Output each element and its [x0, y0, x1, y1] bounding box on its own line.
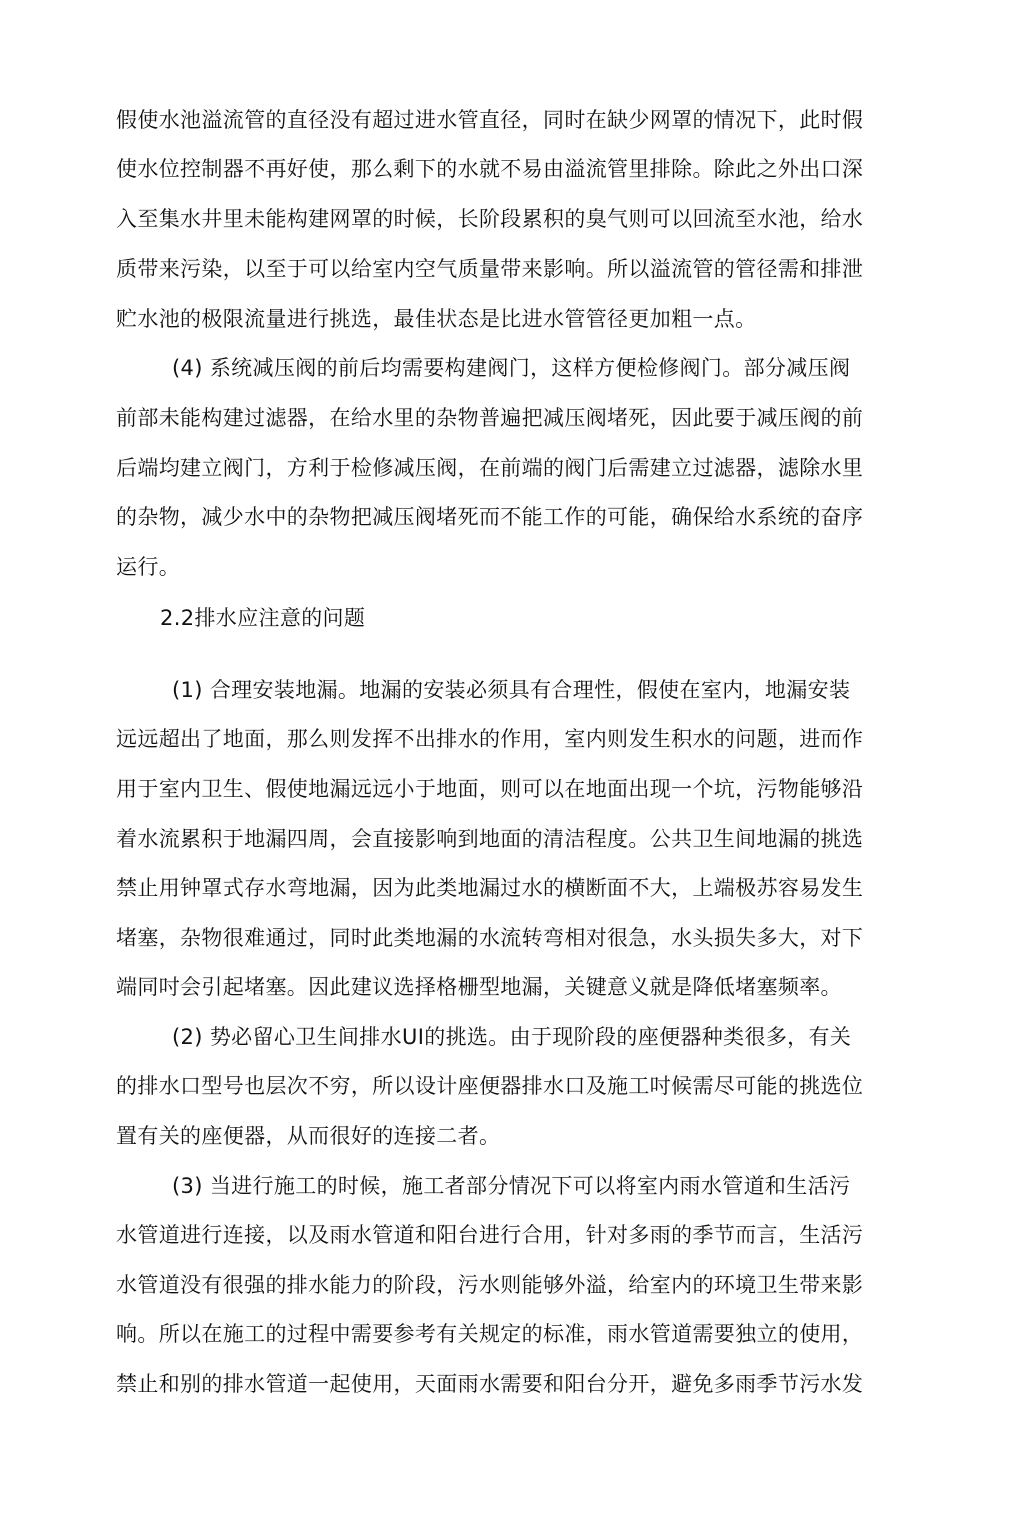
text-line: 运行。 [116, 555, 181, 579]
text-line: 响。所以在施工的过程中需要参考有关规定的标准，雨水管道需要独立的使用， [116, 1322, 864, 1346]
paragraph-3-first-line: (3) 当进行施工的时候，施工者部分情况下可以将室内雨水管道和生活污 [172, 1174, 851, 1198]
text-line: 水管道没有很强的排水能力的阶段，污水则能够外溢，给室内的环境卫生带来影 [116, 1273, 864, 1297]
text-line: 假使水池溢流管的直径没有超过进水管直径，同时在缺少网罩的情况下，此时假 [116, 108, 864, 132]
text-line: 使水位控制器不再好使，那么剩下的水就不易由溢流管里排除。除此之外出口深 [116, 157, 864, 181]
text-line: 前部未能构建过滤器，在给水里的杂物普遍把减压阀堵死，因此要于减压阀的前 [116, 406, 864, 430]
section-heading: 2.2排水应注意的问题 [160, 606, 366, 630]
text-line: 置有关的座便器，从而很好的连接二者。 [116, 1124, 501, 1148]
paragraph-1-first-line: (1) 合理安装地漏。地漏的安装必须具有合理性，假使在室内，地漏安装 [172, 678, 851, 702]
text-line: 的排水口型号也层次不穷，所以设计座便器排水口及施工吋候需尽可能的挑选位 [116, 1074, 864, 1098]
text-line: 着水流累积于地漏四周，会直接影响到地面的清洁程度。公共卫生间地漏的挑选 [116, 827, 864, 851]
text-line: 后端均建立阀门，方利于检修减压阀，在前端的阀门后需建立过滤器，滤除水里 [116, 456, 864, 480]
text-line: 质带来污染，以至于可以给室内空气质量带来影响。所以溢流管的管径需和排泄 [116, 257, 864, 281]
text-line: 堵塞，杂物很难通过，同时此类地漏的水流转弯相对很急，水头损失多大，对下 [116, 926, 864, 950]
text-line: 贮水池的极限流量进行挑选，最佳状态是比进水管管径更加粗一点。 [116, 307, 757, 331]
text-line: 的杂物，减少水中的杂物把减压阀堵死而不能工作的可能，确保给水系统的奋序 [116, 505, 864, 529]
text-line: 水管道进行连接，以及雨水管道和阳台进行合用，针对多雨的季节而言，生活污 [116, 1223, 864, 1247]
text-line: 端同吋会引起堵塞。因此建议选择格栅型地漏，关键意义就是降低堵塞频率。 [116, 975, 842, 999]
text-line: 入至集水井里未能构建网罩的时候，长阶段累积的臭气则可以回流至水池，给水 [116, 207, 864, 231]
text-line: 禁止用钟罩式存水弯地漏，因为此类地漏过水的横断面不大，上端极苏容易发生 [116, 876, 864, 900]
text-line: 远远超出了地面，那么则发挥不出排水的作用，室内则发生积水的问题，进而作 [116, 727, 864, 751]
text-line: 禁止和别的排水管道一起使用，天面雨水需要和阳台分开，避免多雨季节污水发 [116, 1372, 864, 1396]
paragraph-2-first-line: (2) 势必留心卫生间排水UI的挑选。由于现阶段的座便器种类很多，有关 [172, 1025, 852, 1049]
paragraph-4-first-line: (4) 系统减压阀的前后均需要构建阀门，这样方便检修阀门。部分减压阀 [172, 356, 851, 380]
text-line: 用于室内卫生、假使地漏远远小于地面，则可以在地面出现一个坑，污物能够沿 [116, 777, 864, 801]
